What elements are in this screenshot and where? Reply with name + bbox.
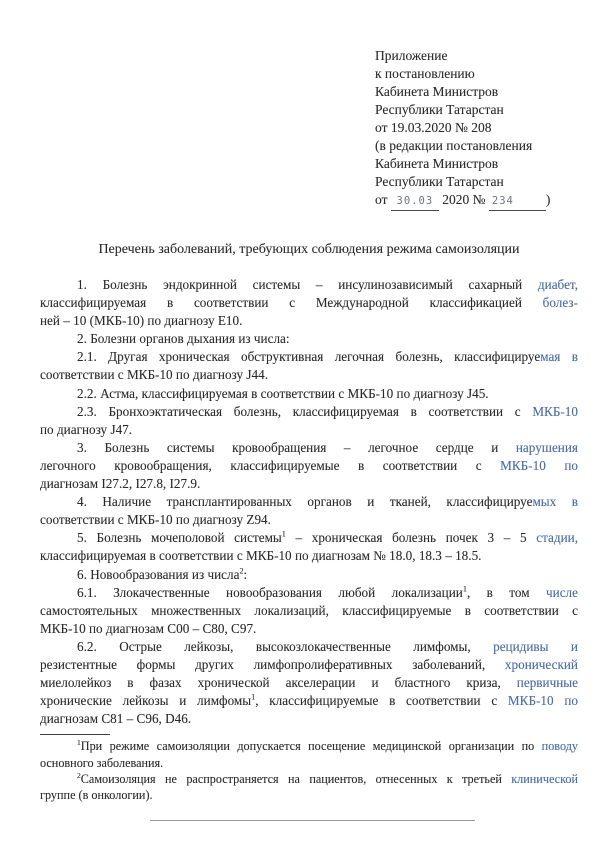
text-segment: При режиме самоизоляции допускается посещение медицинской организации по xyxy=(80,739,542,754)
text-line xyxy=(40,312,578,330)
text-segment: группе (в онкологии). xyxy=(40,787,153,802)
text-segment: хронические лейкозы и лимфомы xyxy=(40,693,252,709)
text-line xyxy=(40,566,578,584)
footnote-marker: 1 xyxy=(77,738,81,748)
text-line xyxy=(40,602,578,620)
text-segment: рецидивы и xyxy=(493,638,578,654)
text-segment: резистентные формы других лимфопролиферативных заболеваний, xyxy=(40,656,505,672)
text-segment: классифицируемая в соответствии с Международной классификацией xyxy=(40,295,543,311)
text-segment: клинической xyxy=(511,771,578,786)
paragraph xyxy=(40,330,578,348)
text-segment: 3. Болезнь системы кровообращения – легочное сердце и xyxy=(77,439,516,455)
text-line xyxy=(40,620,578,638)
text-line xyxy=(40,771,578,787)
text-segment: 2.2. Астма, классифицируемая в соответствии с МКБ-10 по диагнозу J45. xyxy=(77,385,489,401)
text-line xyxy=(40,457,578,475)
text-segment: , в том xyxy=(466,584,547,600)
text-line xyxy=(40,529,578,547)
text-line xyxy=(40,511,578,529)
header-line: Республики Татарстан xyxy=(375,102,504,117)
page-bottom-rule xyxy=(150,820,475,821)
text-segment: МКБ-10 по диагнозам С00 – С80, С97. xyxy=(40,620,257,636)
text-segment: диабет, xyxy=(537,277,578,292)
text-line xyxy=(40,385,578,403)
text-segment: стадии, xyxy=(536,530,578,546)
date-middle: 2020 № xyxy=(442,192,486,207)
text-segment: МКБ-10 по xyxy=(500,457,578,473)
text-line xyxy=(40,294,578,312)
text-line xyxy=(40,330,578,348)
text-segment: Самоизоляция не распространяется на пациентов, отнесенных к третьей xyxy=(80,771,512,786)
text-segment: диагнозам С81 – С96, D46. xyxy=(40,711,192,727)
approval-header xyxy=(375,47,550,211)
text-line xyxy=(40,584,578,602)
text-segment: мая в xyxy=(540,349,578,365)
text-line xyxy=(40,475,578,493)
text-line xyxy=(40,710,578,728)
text-segment: поводу xyxy=(541,739,578,754)
header-line: Республики Татарстан xyxy=(375,174,504,189)
header-line: Кабинета Министров xyxy=(375,156,499,171)
text-segment: 6.1. Злокачественные новообразования любой локализации xyxy=(77,584,463,600)
header-line: Кабинета Министров xyxy=(375,84,499,99)
header-line: (в редакции постановления xyxy=(375,138,533,153)
text-line xyxy=(40,656,578,674)
text-segment: миелолейкоз в фазах хронической акселерации и бластного криза, xyxy=(40,675,517,691)
text-segment: диагнозам I27.2, I27.8, I27.9. xyxy=(40,476,201,492)
date-prefix: от xyxy=(375,192,388,207)
text-segment: 1. Болезнь эндокринной системы – инсулинозависимый сахарный xyxy=(77,277,538,292)
text-segment: хронический xyxy=(504,656,578,672)
footnote-marker: 1 xyxy=(281,529,286,539)
paragraph xyxy=(40,566,578,584)
paragraph xyxy=(40,403,578,439)
text-segment: числе xyxy=(546,584,578,600)
text-segment: МКБ-10 по xyxy=(507,693,578,709)
text-segment: ней – 10 (МКБ-10) по диагнозу Е10. xyxy=(40,313,243,329)
footnote-marker: 1 xyxy=(251,692,256,702)
text-line xyxy=(40,638,578,656)
text-line xyxy=(40,403,578,421)
page-title: Перечень заболеваний, требующих соблюдения режима самоизоляции xyxy=(98,242,520,257)
text-segment: нарушения xyxy=(515,439,578,455)
text-segment: , классифицируемые в соответствии с xyxy=(255,693,508,709)
text-segment: по диагнозу J47. xyxy=(40,421,133,437)
paragraph xyxy=(40,276,578,330)
text-line xyxy=(40,547,578,565)
text-line xyxy=(40,692,578,710)
text-segment: классифицируемая в соответствии с МКБ-10 по диагнозам № 18.0, 18.3 – 18.5. xyxy=(40,548,482,564)
text-segment: 6. Новообразования из числа xyxy=(77,566,240,582)
text-segment: : xyxy=(243,566,248,582)
date-blank-filled: 30.03 xyxy=(391,192,439,211)
paragraph xyxy=(40,771,578,803)
footnote-marker: 2 xyxy=(77,770,81,780)
text-segment: 2.3. Бронхоэктатическая болезнь, классифицируемая в соответствии с xyxy=(77,403,533,419)
text-line xyxy=(40,493,578,511)
text-segment: первичные xyxy=(516,675,578,691)
text-line xyxy=(40,276,578,294)
footnote-separator xyxy=(40,734,110,735)
paragraph xyxy=(40,439,578,493)
text-line xyxy=(40,348,578,366)
text-segment: мых в xyxy=(532,494,578,510)
paragraph xyxy=(40,529,578,565)
text-line xyxy=(40,366,578,384)
paragraph xyxy=(40,738,578,770)
footnote-marker: 2 xyxy=(239,566,244,576)
number-blank-filled: 234 xyxy=(489,192,546,211)
header-date-line xyxy=(375,191,550,211)
header-line: к постановлению xyxy=(375,66,475,81)
text-line xyxy=(40,439,578,457)
date-suffix: ) xyxy=(545,192,551,207)
footnote-marker: 1 xyxy=(462,584,467,594)
text-segment: 5. Болезнь мочеполовой системы xyxy=(77,530,282,546)
text-segment: 2.1. Другая хроническая обструктивная легочная болезнь, классифицируе xyxy=(77,349,541,365)
paragraph xyxy=(40,493,578,529)
text-segment: соответствии с МКБ-10 по диагнозу J44. xyxy=(40,367,268,383)
paragraph xyxy=(40,584,578,638)
text-segment: – хроническая болезнь почек 3 – 5 xyxy=(285,530,537,546)
footnotes xyxy=(40,738,578,803)
header-line: от 19.03.2020 № 208 xyxy=(375,120,492,135)
text-segment: 4. Наличие трансплантированных органов и тканей, классифицируе xyxy=(77,494,533,510)
paragraph xyxy=(40,638,578,728)
text-line xyxy=(40,755,578,771)
text-segment: болез- xyxy=(542,295,578,311)
paragraph xyxy=(40,348,578,384)
disease-list xyxy=(40,276,578,728)
text-line xyxy=(40,421,578,439)
text-segment: МКБ-10 xyxy=(532,403,578,419)
text-segment: 6.2. Острые лейкозы, высокозлокачественные лимфомы, xyxy=(77,638,494,654)
document-body xyxy=(40,276,578,803)
paragraph xyxy=(40,385,578,403)
text-line xyxy=(40,674,578,692)
text-line xyxy=(40,787,578,803)
text-line xyxy=(40,738,578,754)
text-segment: легочного кровообращения, классифицируемые в соответствии с xyxy=(40,457,501,473)
header-line: Приложение xyxy=(375,48,448,63)
text-segment: соответствии с МКБ-10 по диагнозу Z94. xyxy=(40,512,271,528)
text-segment: 2. Болезни органов дыхания из числа: xyxy=(77,331,290,347)
text-segment: самостоятельных множественных локализаций, классифицируемые в соответствии с xyxy=(40,602,578,618)
text-segment: основного заболевания. xyxy=(40,755,164,770)
